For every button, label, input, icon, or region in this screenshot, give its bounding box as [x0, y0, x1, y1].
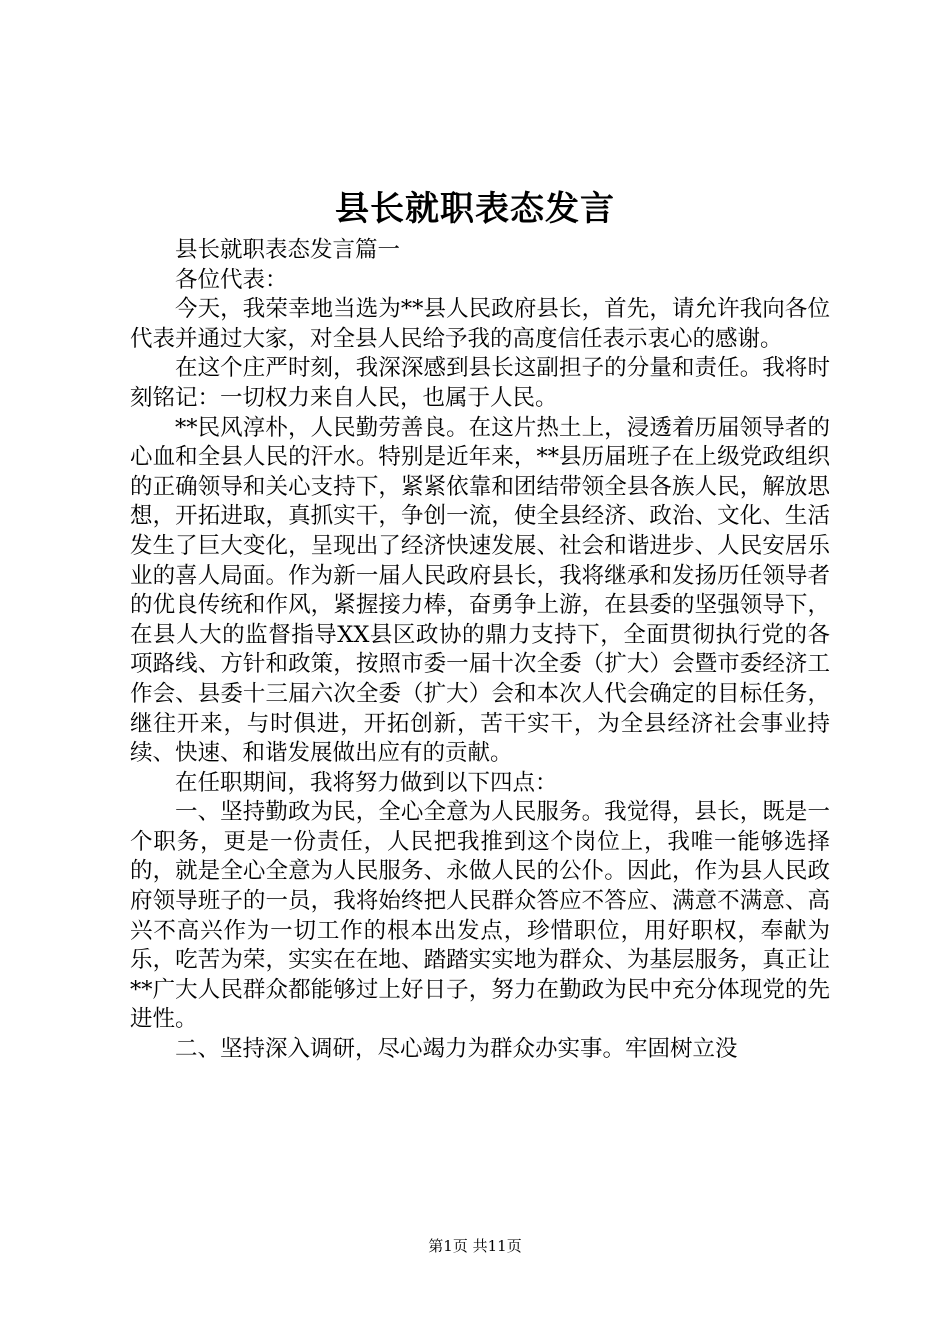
paragraph: **民风淳朴，人民勤劳善良。在这片热土上，浸透着历届领导者的心血和全县人民的汗水。特别是近年来，**县历届班子在上级党政组织的正确领导和关心支持下，紧紧依靠和团结带领全县各族人民，解放思想，开拓进取，真抓实干，争创一流，使全县经济、政治、文化、生活发生了巨大变化，呈现出了经济快速发展、社会和谐进步、人民安居乐业的喜人局面。作为新一届人民政府县长，我将继承和发扬历任领导者的优良传统和作风，紧握接力棒，奋勇争上游，在县委的坚强领导下，在县人大的监督指导XX县区政协的鼎力支持下，全面贯彻执行党的各项路线、方针和政策，按照市委一届十次全委（扩大）会暨市委经济工作会、县委十三届六次全委（扩大）会和本次人代会确定的目标任务，继往开来，与时俱进，开拓创新，苦干实干，为全县经济社会事业持续、快速、和谐发展做出应有的贡献。 — [130, 414, 830, 767]
document-body — [130, 236, 830, 1065]
paragraph-salutation: 各位代表： — [175, 266, 288, 293]
document-title: 县长就职表态发言 — [335, 189, 615, 229]
paragraph: 在任职期间，我将努力做到以下四点： — [175, 769, 558, 796]
paragraph: 在这个庄严时刻，我深深感到县长这副担子的分量和责任。我将时刻铭记：一切权力来自人民，也属于人民。 — [130, 355, 830, 411]
page-number-footer: 第1页 共11页 — [428, 1237, 522, 1255]
paragraph: 二、坚持深入调研，尽心竭力为群众办实事。牢固树立没 — [175, 1036, 738, 1063]
paragraph-subtitle: 县长就职表态发言篇一 — [175, 237, 401, 263]
paragraph: 今天，我荣幸地当选为**县人民政府县长，首先，请允许我向各位代表并通过大家，对全县人民给予我的高度信任表示衷心的感谢。 — [130, 296, 830, 352]
paragraph: 一、坚持勤政为民，全心全意为人民服务。我觉得，县长，既是一个职务，更是一份责任，人民把我推到这个岗位上，我唯一能够选择的，就是全心全意为人民服务、永做人民的公仆。因此，作为县人民政府领导班子的一员，我将始终把人民群众答应不答应、满意不满意、高兴不高兴作为一切工作的根本出发点，珍惜职位，用好职权，奉献为乐，吃苦为荣，实实在在地、踏踏实实地为群众、为基层服务，真正让**广大人民群众都能够过上好日子，努力在勤政为民中充分体现党的先进性。 — [130, 799, 830, 1033]
